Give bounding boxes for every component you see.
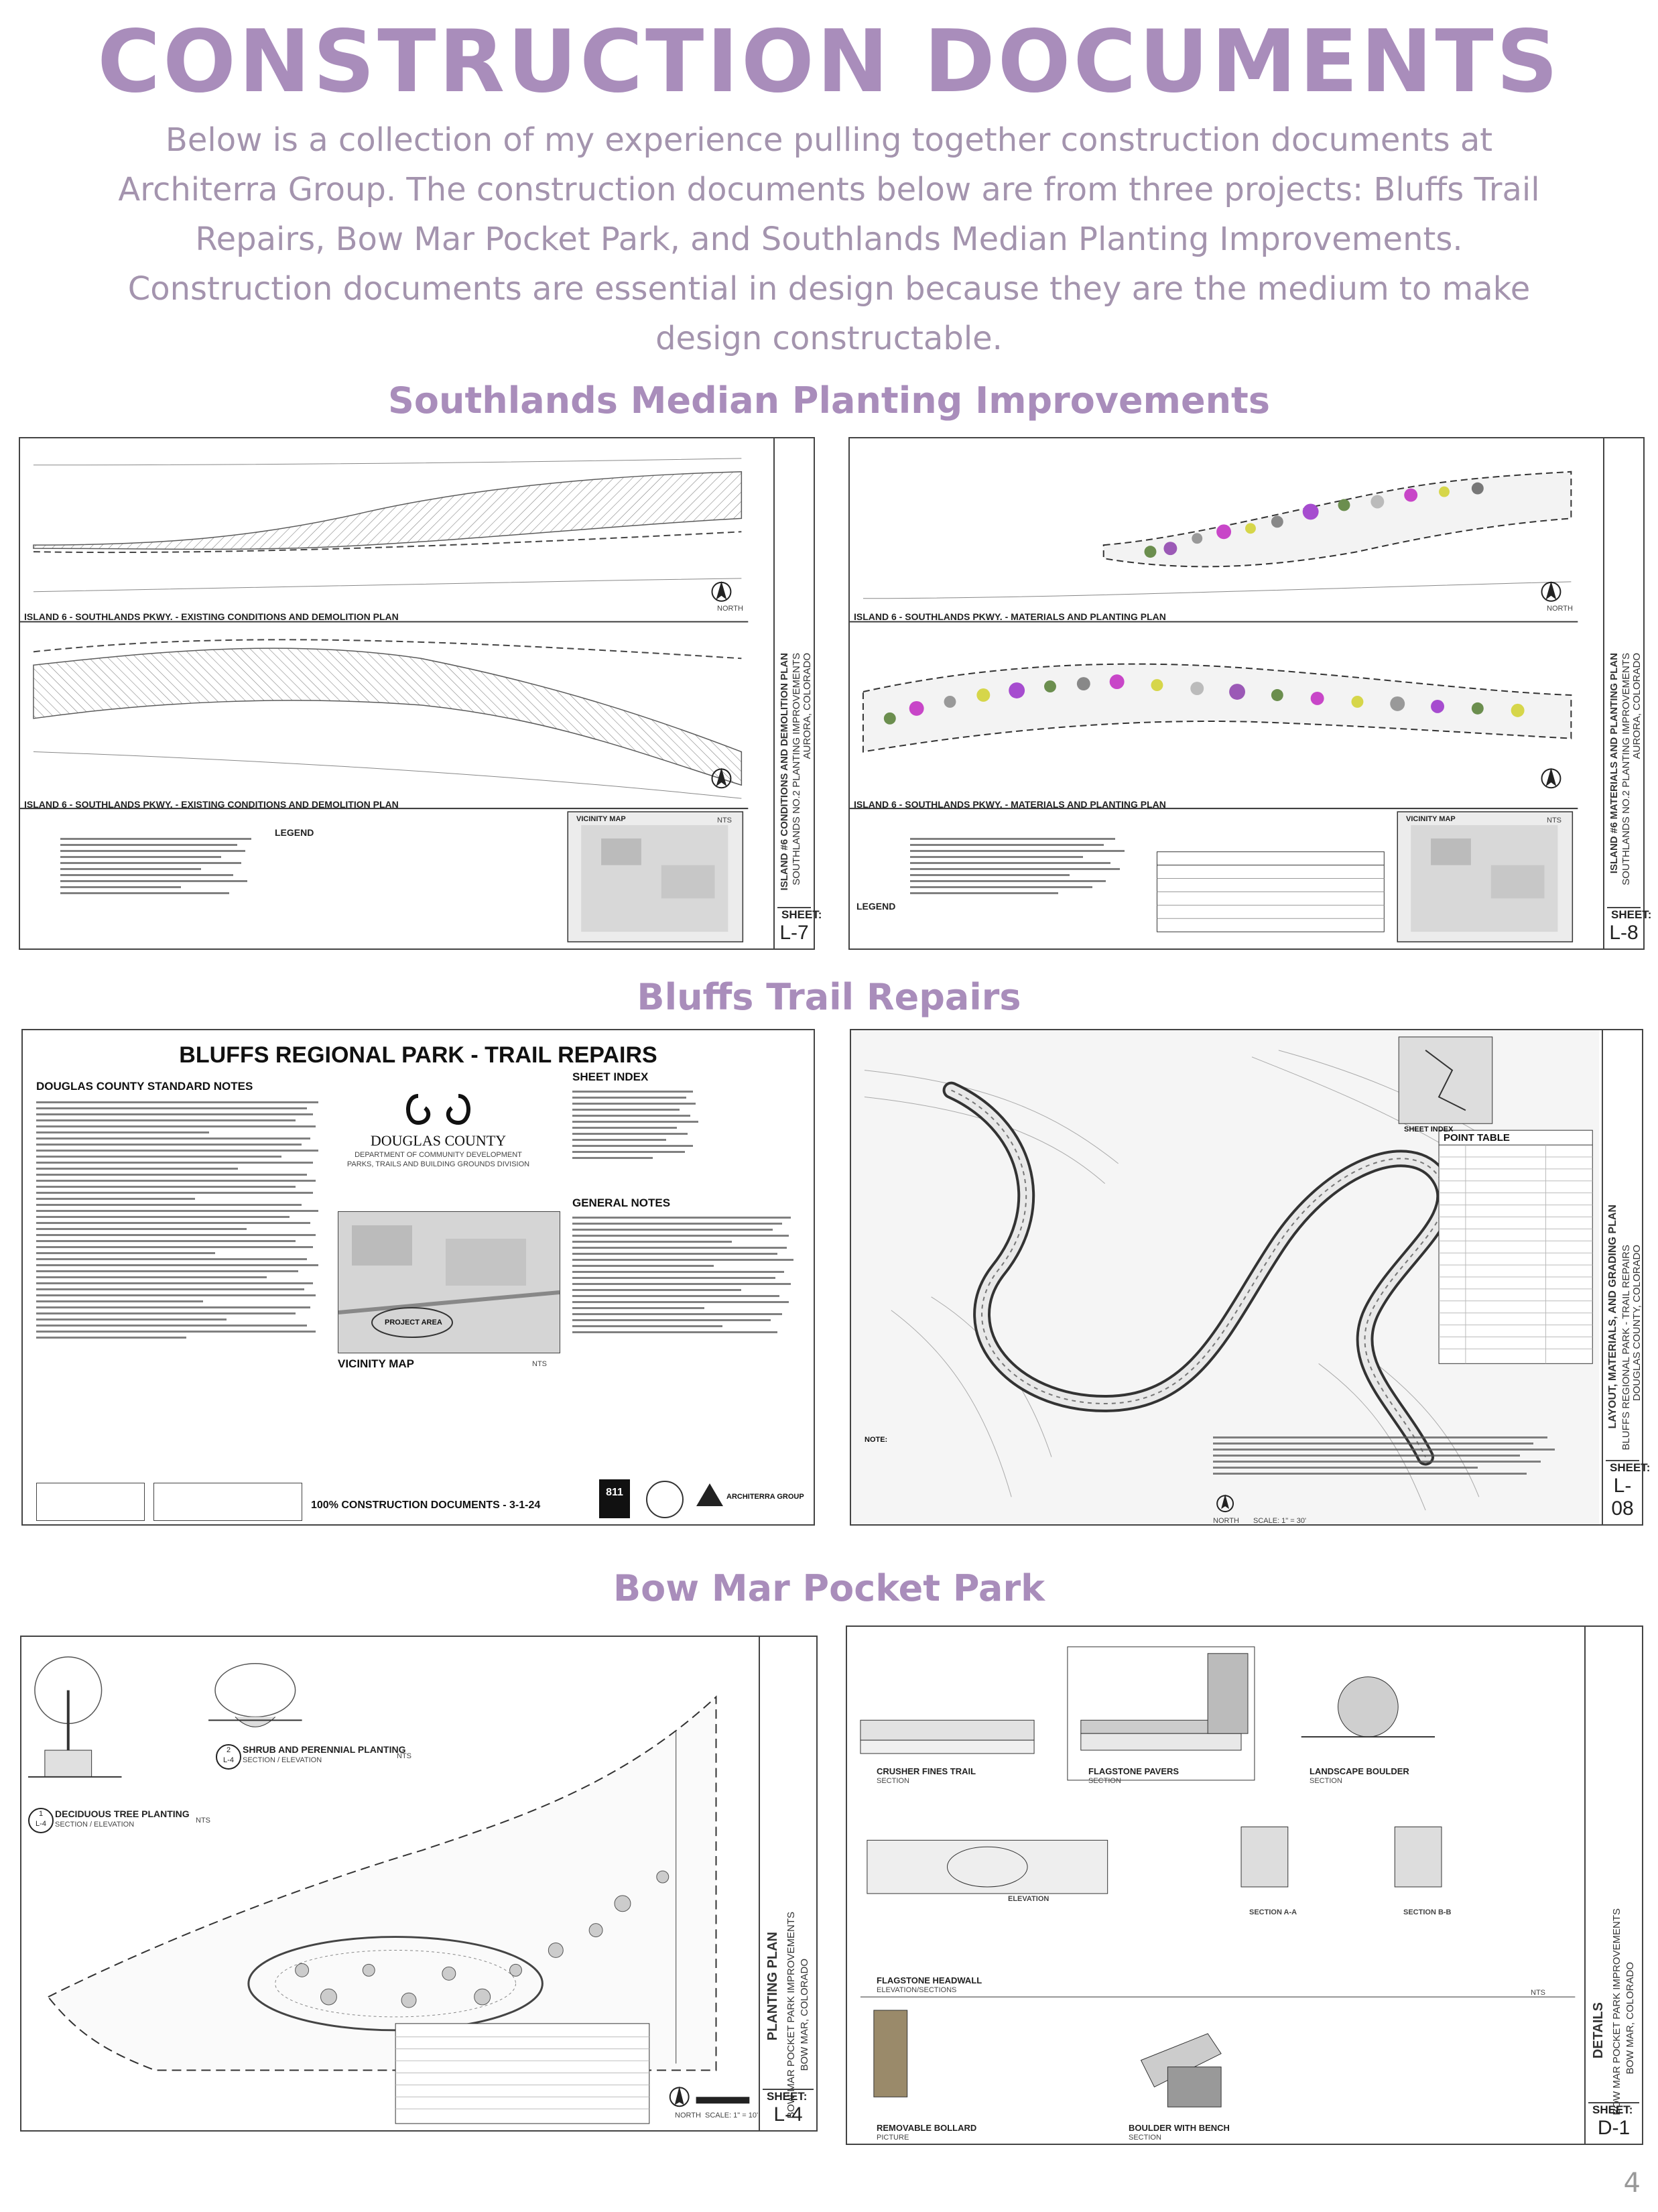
detail-title: BOULDER WITH BENCH [1129,2123,1230,2133]
sheet-l7 [19,437,822,950]
detail-title: FLAGSTONE HEADWALL [877,1975,982,1985]
vicinity-map-title: VICINITY MAP [576,815,626,823]
detail-title: CRUSHER FINES TRAIL [877,1766,976,1776]
scale-label: SCALE: 1" = 10' [705,2111,759,2119]
nts-label: NTS [532,1360,547,1368]
county-division: PARKS, TRAILS AND BUILDING GROUNDS DIVISION [346,1160,530,1168]
sheet-index-heading: SHEET INDEX [572,1070,649,1083]
title-block-sheet-title: ISLAND #6 MATERIALS AND PLANTING PLAN [1608,653,1620,874]
sheet-number: L-7 [779,922,809,944]
planting-plan-drawing [21,1637,816,2130]
title-block-sheet-title: LAYOUT, MATERIALS, AND GRADING PLAN [1607,1205,1618,1429]
title-block-project: SOUTHLANDS NO.2 PLANTING IMPROVEMENTS [1620,653,1632,885]
vicinity-map [338,1211,560,1353]
detail-subtitle: ELEVATION/SECTIONS [877,1986,957,1994]
sheet-notes [1213,1432,1561,1493]
sheet-l08 [850,1029,1651,1526]
title-block-sheet-title: PLANTING PLAN [765,1932,780,2041]
detail-subtitle: SECTION [1088,1777,1121,1785]
section-bb-label: SECTION B-B [1403,1908,1452,1916]
detail-subtitle: SECTION / ELEVATION [243,1756,322,1764]
north-label: NORTH [675,2111,701,2119]
standard-notes-heading: DOUGLAS COUNTY STANDARD NOTES [36,1080,253,1093]
title-block-sheet-title: ISLAND #6 CONDITIONS AND DEMOLITION PLAN [779,653,790,891]
sheet-index-list [572,1087,706,1194]
plan-caption: ISLAND 6 - SOUTHLANDS PKWY. - EXISTING CONDITIONS AND DEMOLITION PLAN [24,799,399,810]
title-block [1603,438,1652,948]
section-heading-southlands: Southlands Median Planting Improvements [388,379,1270,422]
sheet-number: L-4 [773,2103,803,2126]
elevation-label: ELEVATION [1008,1895,1049,1903]
page-title: CONSTRUCTION DOCUMENTS [97,12,1561,112]
cd-status: 100% CONSTRUCTION DOCUMENTS - 3-1-24 [311,1499,541,1511]
county-seal-icon [646,1481,684,1518]
detail-subtitle: PICTURE [877,2134,909,2142]
title-block-project: BOW MAR POCKET PARK IMPROVEMENTS [1611,1908,1622,2115]
title-block-project: BOW MAR POCKET PARK IMPROVEMENTS [785,1912,797,2119]
intro-line: Architerra Group. The construction documents below are from three projects: Bluffs Trail [118,171,1540,208]
sheet-key: SHEET: [781,908,822,921]
detail-number: 1 [38,1810,44,1818]
detail-title: REMOVABLE BOLLARD [877,2123,977,2133]
page-number: 4 [1623,2168,1641,2199]
general-notes-heading: GENERAL NOTES [572,1196,671,1209]
sheet-index-label: SHEET INDEX [1404,1125,1454,1133]
detail-number: 2 [226,1746,231,1754]
detail-bubble [216,1744,241,1770]
section-aa-label: SECTION A-A [1249,1908,1297,1916]
811-logo [599,1479,630,1518]
sheet-number: D-1 [1597,2117,1631,2139]
architerra-name: ARCHITERRA GROUP [726,1493,804,1501]
section-heading-bowmar: Bow Mar Pocket Park [613,1567,1045,1609]
north-label: NORTH [1547,605,1573,613]
point-table-title: POINT TABLE [1444,1132,1510,1144]
legend-title: LEGEND [275,827,314,838]
sheet-key: SHEET: [1610,1461,1651,1474]
general-notes-text [572,1213,800,1427]
legend-title: LEGEND [856,901,896,912]
sheet-number-box [1588,2102,1639,2140]
title-block-sheet-title: DETAILS [1591,2002,1606,2059]
title-block [1584,1627,1642,2144]
detail-subtitle: SECTION [1310,1777,1342,1785]
north-label: NORTH [717,605,743,613]
nts-label: NTS [1531,1989,1545,1997]
title-block [1602,1030,1651,1524]
title-block [759,1637,816,2130]
811-text: 811 [606,1487,623,1498]
intro-line: Construction documents are essential in design because they are the medium to make [127,270,1531,308]
title-block [773,438,822,948]
note-label: NOTE: [865,1436,888,1444]
detail-title: DECIDUOUS TREE PLANTING [55,1808,190,1819]
detail-subtitle: SECTION / ELEVATION [55,1821,135,1829]
architerra-logo-icon [696,1483,723,1506]
detail-title: LANDSCAPE BOULDER [1310,1766,1409,1776]
title-block-location: BOW MAR, COLORADO [799,1959,810,2071]
title-block-location: AURORA, COLORADO [1631,653,1643,759]
county-department: DEPARTMENT OF COMMUNITY DEVELOPMENT [355,1151,522,1159]
scale-label: SCALE: 1" = 30' [1253,1517,1307,1525]
title-block-project: BLUFFS REGIONAL PARK - TRAIL REPAIRS [1620,1245,1632,1451]
sheet-l4 [20,1636,818,2132]
details-drawing [847,1627,1642,2144]
sheet-key: SHEET: [767,2090,808,2103]
vicinity-map-title: VICINITY MAP [338,1357,414,1370]
sheet-key: SHEET: [1611,908,1652,921]
sheet-number-box [763,2089,814,2126]
approval-box [153,1483,302,1521]
north-label: NORTH [1213,1517,1239,1525]
notes-block [910,834,1138,941]
detail-title: FLAGSTONE PAVERS [1088,1766,1179,1776]
detail-subtitle: SECTION [1129,2134,1161,2142]
county-logo [398,1089,479,1129]
intro-line: design constructable. [655,320,1003,357]
nts-label: NTS [1547,816,1561,824]
sheet-number: L-08 [1611,1475,1634,1520]
nts-label: NTS [196,1817,210,1825]
sheet-d1 [846,1625,1643,2145]
title-block-project: SOUTHLANDS NO.2 PLANTING IMPROVEMENTS [791,653,802,885]
intro-line: Repairs, Bow Mar Pocket Park, and Southlands Median Planting Improvements. [195,221,1463,258]
sheet-l8 [848,437,1652,950]
detail-bubble [28,1808,54,1833]
cover-title: BLUFFS REGIONAL PARK - TRAIL REPAIRS [179,1042,657,1068]
detail-title: SHRUB AND PERENNIAL PLANTING [243,1744,406,1755]
sheet-number-box [1606,1460,1651,1520]
notes-block [60,834,261,941]
plan-caption: ISLAND 6 - SOUTHLANDS PKWY. - MATERIALS AND PLANTING PLAN [854,799,1166,810]
detail-subtitle: SECTION [877,1777,909,1785]
county-name: DOUGLAS COUNTY [370,1132,507,1149]
plan-caption: ISLAND 6 - SOUTHLANDS PKWY. - EXISTING CONDITIONS AND DEMOLITION PLAN [24,611,399,622]
nts-label: NTS [397,1752,411,1760]
sheet-bluffs-cover [21,1029,815,1526]
vicinity-map-title: VICINITY MAP [1406,815,1456,823]
section-heading-bluffs: Bluffs Trail Repairs [637,976,1021,1018]
intro-line: Below is a collection of my experience pulling together construction documents at [165,121,1493,159]
title-block-location: AURORA, COLORADO [802,653,813,759]
plan-caption: ISLAND 6 - SOUTHLANDS PKWY. - MATERIALS AND PLANTING PLAN [854,611,1166,622]
sheet-number-box [1607,907,1652,944]
sheet-key: SHEET: [1592,2103,1633,2116]
sheet-number: L-8 [1609,922,1639,944]
intro-paragraph [27,115,1631,363]
standard-notes-text [36,1097,324,1473]
signature-box [36,1483,145,1521]
sheet-number-box [777,907,822,944]
nts-label: NTS [717,816,732,824]
title-block-location: DOUGLAS COUNTY, COLORADO [1631,1245,1643,1402]
detail-ref: L-4 [36,1820,46,1828]
detail-ref: L-4 [223,1756,234,1764]
title-block-location: BOW MAR, COLORADO [1624,1962,1636,2075]
project-area-label: PROJECT AREA [385,1318,442,1327]
